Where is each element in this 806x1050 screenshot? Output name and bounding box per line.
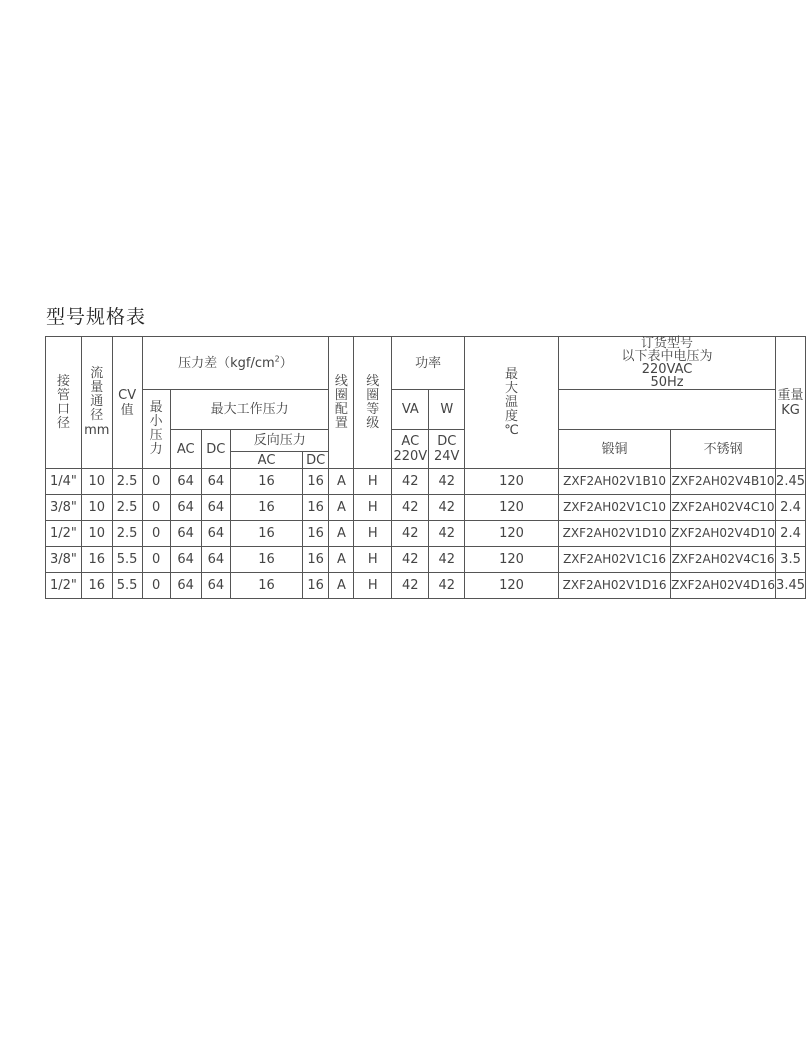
cell-dc: 64 <box>201 521 231 547</box>
header-reverse-pressure: 反向压力 <box>231 430 329 452</box>
cell-ac: 64 <box>170 469 201 495</box>
vchar: 通 <box>90 394 104 409</box>
cell-cv: 5.5 <box>112 573 142 599</box>
page-title: 型号规格表 <box>46 306 147 328</box>
cell-coil: A <box>329 573 354 599</box>
header-order-model <box>559 337 776 390</box>
cell-kg: 3.45 <box>776 573 806 599</box>
cell-grade: H <box>354 495 392 521</box>
cell-cv: 2.5 <box>112 469 142 495</box>
cell-va: 42 <box>392 573 429 599</box>
header-ac220-b: 220V <box>393 449 428 464</box>
vchar: 级 <box>366 415 380 431</box>
vchar: 口 <box>56 401 70 417</box>
header-connection-size <box>46 337 82 469</box>
cell-temp: 120 <box>465 469 559 495</box>
cell-flow: 10 <box>81 469 112 495</box>
cell-temp: 120 <box>465 495 559 521</box>
cell-coil: A <box>329 521 354 547</box>
cell-steel: ZXF2AH02V4C16 <box>671 547 776 573</box>
header-dc24-a: DC <box>437 434 457 449</box>
header-cv <box>112 337 142 469</box>
cell-dc: 64 <box>201 547 231 573</box>
cell-copper: ZXF2AH02V1C16 <box>559 547 671 573</box>
vchar: 线 <box>334 373 348 389</box>
header-order-line1: 订货型号 <box>641 336 694 351</box>
cell-w: 42 <box>429 547 465 573</box>
vchar: 小 <box>149 414 163 429</box>
cell-min: 0 <box>142 547 170 573</box>
header-cv-label: CV <box>118 387 137 403</box>
cell-temp: 120 <box>465 573 559 599</box>
header-order-line2: 以下表中电压为 <box>621 349 713 364</box>
vchar: 量 <box>90 380 104 395</box>
cell-cv: 2.5 <box>112 521 142 547</box>
cell-flow: 10 <box>81 495 112 521</box>
cell-kg: 2.4 <box>776 495 806 521</box>
header-coil-config <box>329 337 354 469</box>
cell-min: 0 <box>142 495 170 521</box>
header-dc24 <box>429 430 465 469</box>
header-w: W <box>429 390 465 430</box>
cell-ac: 64 <box>170 521 201 547</box>
cell-copper: ZXF2AH02V1B10 <box>559 469 671 495</box>
cell-va: 42 <box>392 521 429 547</box>
header-dc24-b: 24V <box>434 449 460 464</box>
header-flow-diameter <box>81 337 112 469</box>
header-weight-label: 重量 <box>777 387 804 403</box>
cell-dc: 64 <box>201 573 231 599</box>
vchar: 度 <box>505 408 519 424</box>
header-coil-grade <box>354 337 392 469</box>
header-ac220 <box>392 430 429 469</box>
header-cv-sub: 值 <box>120 402 134 418</box>
table-row <box>46 495 806 521</box>
cell-ac: 64 <box>170 573 201 599</box>
vchar: ℃ <box>504 422 519 438</box>
header-ac: AC <box>170 430 201 469</box>
cell-ac: 64 <box>170 495 201 521</box>
cell-kg: 3.5 <box>776 547 806 573</box>
header-order-line4: 50Hz <box>650 375 684 390</box>
cell-grade: H <box>354 573 392 599</box>
cell-min: 0 <box>142 573 170 599</box>
header-stainless: 不锈钢 <box>671 430 776 469</box>
vchar: 配 <box>334 401 348 417</box>
cell-rac: 16 <box>231 521 303 547</box>
vchar: 温 <box>505 394 519 410</box>
cell-kg: 2.4 <box>776 521 806 547</box>
vchar: 圈 <box>334 387 348 403</box>
table-row <box>46 547 806 573</box>
cell-w: 42 <box>429 521 465 547</box>
cell-rdc: 16 <box>303 469 329 495</box>
cell-steel: ZXF2AH02V4B10 <box>671 469 776 495</box>
cell-rdc: 16 <box>303 547 329 573</box>
cell-copper: ZXF2AH02V1C10 <box>559 495 671 521</box>
header-power: 功率 <box>392 337 465 390</box>
vchar: 等 <box>366 401 380 417</box>
cell-min: 0 <box>142 521 170 547</box>
cell-flow: 16 <box>81 573 112 599</box>
cell-temp: 120 <box>465 521 559 547</box>
vchar: 径 <box>56 415 70 431</box>
header-max-temp <box>465 337 559 469</box>
vchar: 流 <box>90 366 104 381</box>
cell-kg: 2.45 <box>776 469 806 495</box>
header-dc: DC <box>201 430 231 469</box>
header-forged-copper: 锻铜 <box>559 430 671 469</box>
cell-temp: 120 <box>465 547 559 573</box>
cell-flow: 10 <box>81 521 112 547</box>
vchar: 大 <box>505 380 519 396</box>
cell-rac: 16 <box>231 547 303 573</box>
spec-table-body <box>46 469 806 599</box>
header-pressure-diff <box>142 337 329 390</box>
vchar: 径 <box>90 408 104 423</box>
cell-dc: 64 <box>201 469 231 495</box>
cell-cv: 5.5 <box>112 547 142 573</box>
cell-dc: 64 <box>201 495 231 521</box>
cell-flow: 16 <box>81 547 112 573</box>
vchar: 圈 <box>366 387 380 403</box>
header-weight <box>776 337 806 469</box>
cell-w: 42 <box>429 573 465 599</box>
vchar: 最 <box>149 400 163 415</box>
cell-ac: 64 <box>170 547 201 573</box>
cell-cv: 2.5 <box>112 495 142 521</box>
cell-coil: A <box>329 495 354 521</box>
header-ac220-a: AC <box>401 434 420 449</box>
cell-coil: A <box>329 547 354 573</box>
cell-copper: ZXF2AH02V1D10 <box>559 521 671 547</box>
cell-va: 42 <box>392 469 429 495</box>
cell-size: 3/8" <box>46 547 82 573</box>
cell-w: 42 <box>429 469 465 495</box>
vchar: 接 <box>56 373 70 389</box>
cell-rdc: 16 <box>303 573 329 599</box>
header-pressure-diff-close: ） <box>279 355 293 371</box>
cell-size: 1/4" <box>46 469 82 495</box>
cell-min: 0 <box>142 469 170 495</box>
table-row <box>46 573 806 599</box>
cell-rdc: 16 <box>303 521 329 547</box>
cell-steel: ZXF2AH02V4D10 <box>671 521 776 547</box>
cell-grade: H <box>354 547 392 573</box>
header-va: VA <box>392 390 429 430</box>
header-pressure-diff-sup: 2 <box>274 354 280 364</box>
cell-grade: H <box>354 469 392 495</box>
cell-rdc: 16 <box>303 495 329 521</box>
vchar: 最 <box>505 366 519 382</box>
vchar: 压 <box>149 428 163 443</box>
cell-coil: A <box>329 469 354 495</box>
cell-size: 3/8" <box>46 495 82 521</box>
table-row <box>46 521 806 547</box>
table-row <box>46 469 806 495</box>
cell-rac: 16 <box>231 495 303 521</box>
cell-rac: 16 <box>231 469 303 495</box>
cell-w: 42 <box>429 495 465 521</box>
cell-size: 1/2" <box>46 573 82 599</box>
cell-rac: 16 <box>231 573 303 599</box>
vchar: 置 <box>334 415 348 431</box>
header-pressure-diff-label: 压力差（kgf/cm <box>178 355 275 371</box>
vchar: 力 <box>149 442 163 457</box>
header-flow-unit: mm <box>84 423 110 438</box>
cell-steel: ZXF2AH02V4D16 <box>671 573 776 599</box>
spec-table <box>45 336 806 599</box>
cell-steel: ZXF2AH02V4C10 <box>671 495 776 521</box>
header-rev-ac: AC <box>231 452 303 469</box>
header-min-pressure <box>142 390 170 469</box>
header-max-work-pressure: 最大工作压力 <box>170 390 329 430</box>
cell-va: 42 <box>392 495 429 521</box>
cell-va: 42 <box>392 547 429 573</box>
vchar: 线 <box>366 373 380 389</box>
header-rev-dc: DC <box>303 452 329 469</box>
header-order-line3: 220VAC <box>641 362 693 377</box>
cell-copper: ZXF2AH02V1D16 <box>559 573 671 599</box>
cell-grade: H <box>354 521 392 547</box>
header-weight-unit: KG <box>781 402 800 418</box>
cell-size: 1/2" <box>46 521 82 547</box>
vchar: 管 <box>56 387 70 403</box>
